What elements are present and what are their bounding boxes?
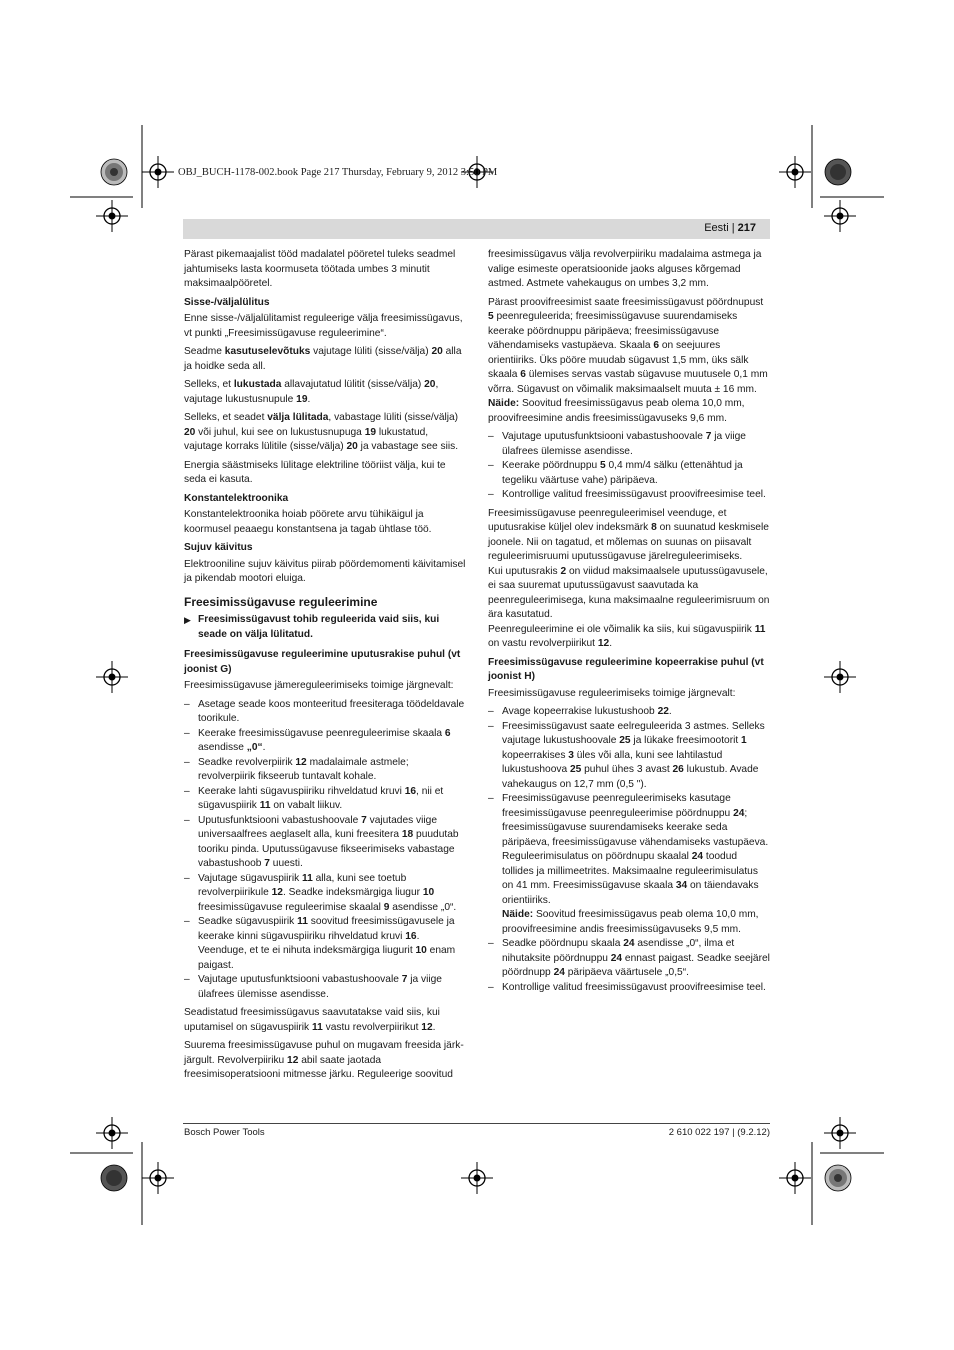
paragraph: Enne sisse-/väljalülitamist reguleerige välja freesimissügavus, vt punkti „Freesimissügavuse reguleerimine“. (184, 313, 463, 339)
triangle-bullet-icon: ▶ (184, 615, 191, 625)
paragraph: Seadistatud freesimissügavus saavutatakse vaid siis, kui uputamisel on sügavuspiirik 11 vastu revolverpiirikut 12. (184, 1007, 440, 1033)
registration-mark-icon (779, 1162, 811, 1194)
list-item: – Freesimissügavust saate eelreguleerida 3 astmes. Selleks vajutage lukustushoovale 25 ja lükake freesimootorit 1 kopeerrakises 3 üles või alla, kuni see lahtilastud lukustushoova 25 puhul ühes 3 avast 26 lukustub. Avade vahekaugus on 12,7 mm (0,5 "). (488, 720, 771, 793)
registration-mark-icon (142, 1162, 174, 1194)
paragraph: Selleks, et lukustada allavajutatud lülitit (sisse/välja) 20, vajutage lukustusnupule 19. (184, 379, 439, 405)
list-item: – Seadke revolverpiirik 12 madalaimale astmele; revolverpiirik fikseerub tuntavalt kohale. (184, 756, 467, 785)
header-language: Eesti (704, 222, 729, 234)
paragraph: Peenreguleerimine ei ole võimalik ka siis, kui sügavuspiirik 11 on vastu revolverpiirikut 12. (488, 623, 766, 649)
list-item: – Keerake lahti sügavuspiiriku rihveldatud kruvi 16, nii et sügavuspiirik 11 on vabalt liikuv. (184, 785, 467, 814)
right-column (488, 248, 771, 999)
paragraph: Selleks, et seadet välja lülitada, vabastage lüliti (sisse/välja) 20 või juhul, kui see on lukustusnupuga 19 lukustatud, vajutage korraks lülitile (sisse/välja) 20 ja vabastage see siis. (184, 412, 459, 452)
paragraph: Freesimissügavuse peenreguleerimisel veenduge, et uputusrakise küljel olev indeksmärk 8 on suunatud keskmisele joonele. Nii on tagatud, et mõlemas on suunas on piisavalt reguleerimisruumi uputussügavuse järelreguleerimiseks. (488, 507, 769, 562)
section-heading: Sisse-/väljalülitus (184, 296, 270, 308)
paragraph: Kui uputusrakis 2 on viidud maksimaalsele uputussügavusele, ei saa suuremat uputussügavust saavutada ka peenreguleerimisega, kuna maksimaalne reguleerimisruum on ära kasutatud. (488, 565, 770, 620)
warning-note: ▶ Freesimissügavust tohib reguleerida vaid siis, kui seade on välja lülitatud. (184, 614, 440, 640)
section-heading: Freesimissügavuse reguleerimine kopeerrakise puhul (vt joonist H) (488, 656, 764, 682)
registration-mark-icon (779, 156, 811, 188)
step-list (488, 705, 771, 995)
paragraph: Freesimissügavuse jämereguleerimiseks toimige järgnevalt: (184, 680, 454, 691)
list-item: – Kontrollige valitud freesimissügavust proovifreesimise teel. (488, 488, 771, 503)
paragraph: Konstantelektroonika hoiab pöörete arvu tühikäigul ja koormusel peaaegu konstantsena ja tagab ühtlase töö. (184, 509, 432, 535)
color-wheel-icon (101, 1165, 127, 1191)
color-wheel-icon (825, 159, 851, 185)
list-item: – Asetage seade koos monteeritud freesiteraga töödeldavale toorikule. (184, 698, 467, 727)
registration-mark-icon (824, 1117, 856, 1149)
paragraph: Freesimissügavuse reguleerimiseks toimige järgnevalt: (488, 687, 736, 699)
list-item: – Vajutage sügavuspiirik 11 alla, kuni see toetub revolverpiirikule 12. Seadke indeksmärgiga liugur 10 freesimissügavuse reguleerimise skaalal 9 asendisse „0“. (184, 872, 467, 916)
paragraph: freesimissügavus välja revolverpiiriku madalaima astmega ja valige esimeste operatsioonide jaoks alguses kõrgemad astmed. Astmete vahekaugus on umbes 3,2 mm. (488, 249, 762, 289)
registration-mark-icon (96, 1117, 128, 1149)
example-note: Näide: Soovitud freesimissügavus peab olema 10,0 mm, proovifreesimine andis freesimissügavuseks 9,6 mm. (488, 398, 745, 424)
header-label: Eesti | 217 (704, 222, 756, 234)
footer-divider (183, 1123, 770, 1124)
page-header (183, 219, 770, 239)
section-heading: Sujuv käivitus (184, 542, 253, 553)
list-item: – Keerake pöördnuppu 5 0,4 mm/4 sälku (ettenähtud ja tegeliku väärtuse vahe) päripäeva. (488, 459, 771, 488)
list-item: – Seadke sügavuspiirik 11 soovitud freesimissügavusele ja keerake kinni sügavuspiiriku rihveldatud kruvi 16. Veenduge, et te ei nihuta indeksmärgiga liugurit 10 enam paigast. (184, 915, 467, 973)
registration-mark-icon (96, 200, 128, 232)
paragraph: Suurema freesimissügavuse puhul on mugavam freesida järk-järgult. Revolverpiiriku 12 abil saate jaotada freesimisoperatsiooni mitmesse järku. Reguleerige soovitud (184, 1040, 464, 1080)
footer-code: 2 610 022 197 | (9.2.12) (668, 1127, 770, 1138)
page-number: 217 (737, 222, 756, 234)
list-item: – Keerake freesimissügavuse peenreguleerimise skaala 6 asendisse „0“. (184, 727, 467, 756)
footer-publisher: Bosch Power Tools (184, 1127, 265, 1138)
step-list (184, 698, 467, 1003)
registration-mark-icon (824, 661, 856, 693)
section-heading: Konstantelektroonika (184, 492, 289, 504)
registration-mark-icon (96, 661, 128, 693)
list-item: – Vajutage uputusfunktsiooni vabastushoovale 7 ja viige ülafrees ülemisse asendisse. (184, 973, 467, 1002)
list-item: – Vajutage uputusfunktsiooni vabastushoovale 7 ja viige ülafrees ülemisse asendisse. (488, 430, 771, 459)
registration-mark-icon (461, 1162, 493, 1194)
paragraph: Pärast pikemaajalist tööd madalatel pööretel tuleks seadmel jahtumiseks lasta koormuseta töötada umbes 3 minutit maksimaalpööretel. (184, 249, 456, 289)
section-title: Freesimissügavuse reguleerimine (184, 594, 378, 609)
paragraph: Seadme kasutuselevõtuks vajutage lüliti (sisse/välja) 20 alla ja hoidke seda all. (184, 346, 462, 372)
list-item: – Avage kopeerrakise lukustushoob 22. (488, 705, 771, 720)
color-wheel-icon (825, 1165, 851, 1191)
paragraph: Energia säästmiseks lülitage elektriline tööriist välja, kui te seda ei kasuta. (184, 459, 446, 485)
list-item: – Seadke pöördnupu skaala 24 asendisse „0“, ilma et nihutaksite pöördnuppu 24 ennast paigast. Seadke seejärel pöördnupp 24 päripäeva väärtusele „0,5“. (488, 937, 771, 981)
left-column (184, 248, 467, 1087)
print-slug: OBJ_BUCH-1178-002.book Page 217 Thursday, February 9, 2012 3:50 PM (178, 167, 498, 178)
paragraph: Pärast proovifreesimist saate freesimissügavust pöördnupust 5 peenreguleerida; freesimissügavuse suurendamiseks keerake pöördnuppu päripäeva; freesimissügavuse vähendamiseks vastupäeva. Skaala 6 on seejuures orientiiriks. Üks pööre muudab sügavust 1,5 mm, üks sälk skaala 6 ülemises servas vastab sügavuse muutusele 0,1 mm võrra. Sügavust on võimalik maksimaalselt muuta ± 16 mm. (488, 296, 768, 395)
section-heading: Freesimissügavuse reguleerimine uputusrakise puhul (vt joonist G) (184, 649, 461, 675)
step-list (488, 430, 771, 503)
list-item: – Kontrollige valitud freesimissügavust proovifreesimise teel. (488, 981, 771, 996)
registration-mark-icon (142, 156, 174, 188)
paragraph: Elektrooniline sujuv käivitus piirab pöördemomenti käivitamisel ja pikendab mootori eluiga. (184, 558, 466, 584)
registration-mark-icon (824, 200, 856, 232)
list-item: – Uputusfunktsiooni vabastushoovale 7 vajutades viige universaalfrees aeglaselt alla, kuni freesitera 18 puudutab tooriku pinda. Uputussügavuse fikseerimiseks vabastage vabastushoob 7 uuesti. (184, 814, 467, 872)
list-item: – Freesimissügavuse peenreguleerimiseks kasutage freesimissügavuse peenreguleerimise pöördnuppu 24; freesimissügavuse suurendamiseks keerake seda päripäeva, freesimissügavuse vähendamiseks vastupäeva. Reguleerimisulatus on pöördnupu skaalal 24 toodud tollides ja millimeetrites. Maksimaalne reguleerimisulatus on 41 mm. Freesimissügavuse skaala 34 on täiendavaks orientiiriks. Näide: Soovitud freesimissügavus peab olema 10,0 mm, proovifreesimine andis freesimissügavuseks 9,5 mm. (488, 792, 771, 937)
color-wheel-icon (101, 159, 127, 185)
